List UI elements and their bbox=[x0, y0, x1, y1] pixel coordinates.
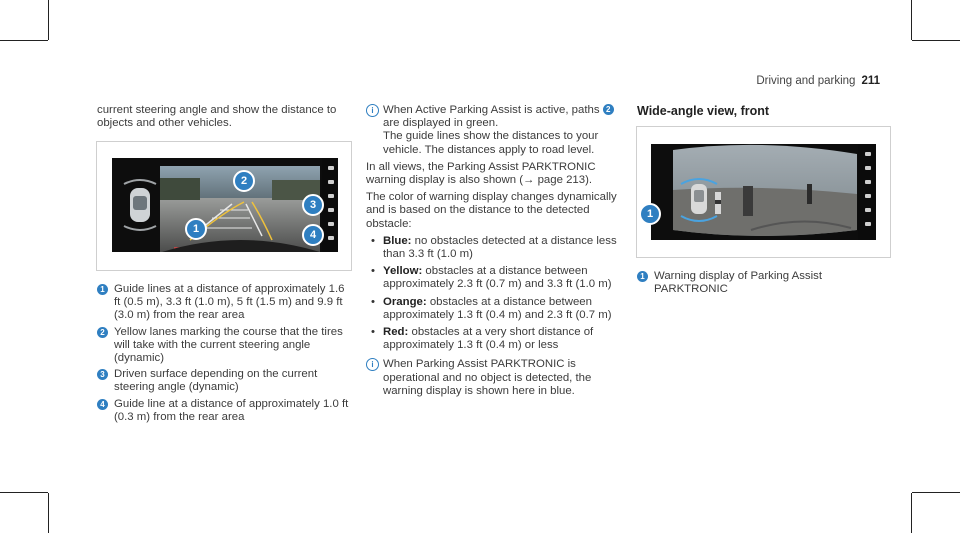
crop-mark bbox=[48, 493, 49, 533]
callout-3: 3 bbox=[302, 194, 324, 216]
front-wide-angle-view bbox=[651, 144, 876, 240]
legend-text: Guide line at a distance of approximately 1.0 ft (0.3 m) from the rear area bbox=[114, 397, 349, 423]
legend-item bbox=[637, 270, 889, 296]
sidebar-icon bbox=[865, 222, 871, 226]
sidebar-icon bbox=[328, 194, 334, 198]
legend-number: 1 bbox=[97, 284, 108, 295]
sidebar-icon bbox=[328, 222, 334, 226]
intro-text: current steering angle and show the distance to objects and other vehicles. bbox=[97, 104, 337, 130]
info-text: When Parking Assist PARKTRONIC is operational and no object is detected, the warning display is shown here in blue. bbox=[383, 358, 592, 397]
section-heading: Wide-angle view, front bbox=[637, 104, 770, 118]
sidebar-icon bbox=[865, 194, 871, 198]
legend-number: 3 bbox=[97, 369, 108, 380]
sidebar-icon bbox=[328, 236, 334, 240]
section-title: Driving and parking bbox=[756, 75, 856, 87]
bullet-text: no obstacles detected at a distance less than 3.3 ft (1.0 m) bbox=[383, 234, 617, 261]
paragraph: In all views, the Parking Assist PARKTRONIC warning display is also shown (→ page 213). bbox=[366, 160, 596, 187]
sidebar-icon bbox=[328, 208, 334, 212]
info-text: are displayed in green. bbox=[383, 117, 499, 130]
legend-number: 1 bbox=[637, 271, 648, 282]
info-icon: i bbox=[366, 358, 379, 371]
legend-item bbox=[97, 283, 349, 323]
info-icon: i bbox=[366, 104, 379, 117]
color-keyword: Blue: bbox=[383, 234, 412, 247]
middle-column bbox=[366, 104, 620, 402]
legend-number: 4 bbox=[97, 399, 108, 410]
crop-mark bbox=[912, 40, 960, 41]
sidebar-icon bbox=[865, 166, 871, 170]
color-keyword: Red: bbox=[383, 326, 409, 339]
color-keyword: Yellow: bbox=[383, 265, 423, 278]
callout-1: 1 bbox=[639, 203, 661, 225]
legend-item bbox=[97, 368, 349, 394]
info-text: When Active Parking Assist is active, paths bbox=[383, 104, 600, 116]
bullet-item bbox=[366, 235, 620, 261]
callout-4: 4 bbox=[302, 224, 324, 246]
crop-mark bbox=[912, 492, 960, 493]
camera-image-frame bbox=[636, 126, 891, 258]
callout-2: 2 bbox=[233, 170, 255, 192]
sidebar-icon bbox=[328, 166, 334, 170]
info-paragraph: The guide lines show the distances to your vehicle. The distances apply to road level. bbox=[383, 130, 599, 156]
sidebar-icon bbox=[865, 208, 871, 212]
paragraph: The color of warning display changes dynamically and is based on the distance to the detected obstacle: bbox=[366, 191, 617, 230]
crop-mark bbox=[0, 40, 48, 41]
info-note bbox=[366, 358, 620, 398]
right-legend bbox=[637, 270, 889, 299]
bullet-text: obstacles at a very short distance of approximately 1.3 ft (0.4 m) or less bbox=[383, 326, 594, 352]
running-header bbox=[756, 75, 880, 87]
legend-text: Driven surface depending on the current steering angle (dynamic) bbox=[114, 368, 318, 394]
page-number: 211 bbox=[861, 75, 880, 87]
callout-1: 1 bbox=[185, 218, 207, 240]
legend-text: Yellow lanes marking the course that the tires will take with the current steering angle (dynamic) bbox=[114, 325, 343, 365]
bullet-text: obstacles at a distance between approximately 1.3 ft (0.4 m) and 2.3 ft (0.7 m) bbox=[383, 295, 612, 321]
sidebar-icon bbox=[865, 180, 871, 184]
bullet-item bbox=[366, 326, 620, 352]
sidebar-icon bbox=[328, 180, 334, 184]
crop-mark bbox=[0, 492, 48, 493]
crop-mark bbox=[911, 0, 912, 40]
left-column bbox=[97, 104, 349, 134]
callout-reference: 2 bbox=[603, 104, 614, 115]
front-camera-screen bbox=[651, 144, 876, 240]
info-note bbox=[366, 104, 620, 157]
left-legend bbox=[97, 283, 349, 427]
color-keyword: Orange: bbox=[383, 295, 427, 308]
bullet-text: obstacles at a distance between approximately 2.3 ft (0.7 m) and 3.3 ft (1.0 m) bbox=[383, 265, 612, 291]
camera-image-frame bbox=[96, 141, 352, 271]
legend-item bbox=[97, 326, 349, 366]
bullet-item bbox=[366, 265, 620, 291]
legend-item bbox=[97, 398, 349, 424]
legend-text: Guide lines at a distance of approximately 1.6 ft (0.5 m), 3.3 ft (1.0 m), 5 ft (1.5 m) and 9.9 ft (3.0 m) from the rear area bbox=[114, 283, 345, 322]
legend-number: 2 bbox=[97, 327, 108, 338]
bullet-item bbox=[366, 296, 620, 322]
crop-mark bbox=[48, 0, 49, 40]
crop-mark bbox=[911, 493, 912, 533]
legend-text: Warning display of Parking Assist PARKTRONIC bbox=[654, 270, 822, 296]
sidebar-icon bbox=[865, 152, 871, 156]
